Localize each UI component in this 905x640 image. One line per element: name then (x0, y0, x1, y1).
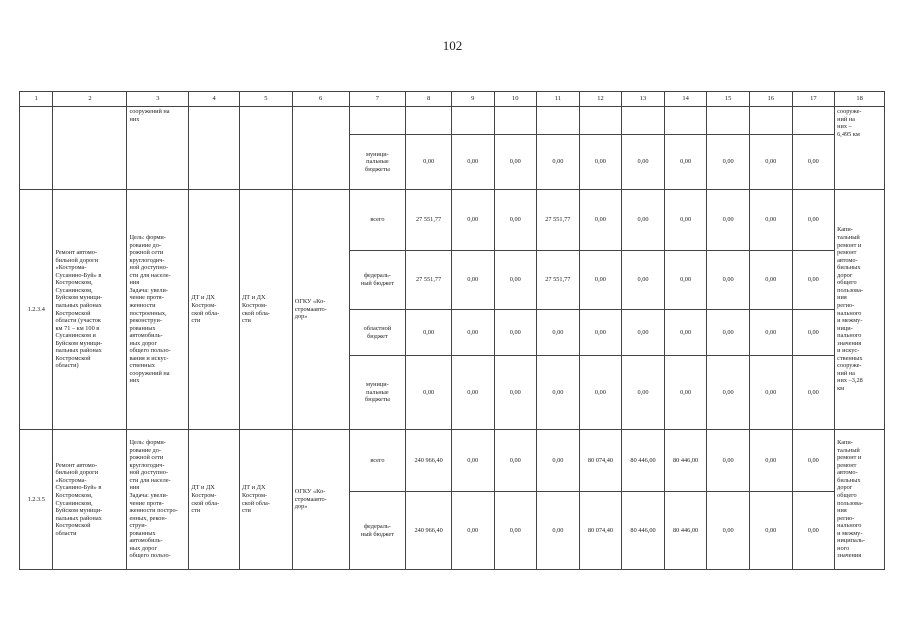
goal-cell: Цель: форми- рование до- рожной сети круглогодич- ной доступно- сти для населе- ния Задача: увели- чение протя- женности постро- енных, рекон- струи- рованных автомобиль- ных дорог общего пользо- (127, 430, 189, 570)
header-cell: 4 (189, 92, 240, 107)
value-cell: 0,00 (792, 492, 835, 570)
result-cell: Капи- тальный ремонт и ремонт автомо- бильных дорог общего пользова- ния регио- нального и межму- ниципаль- ного значения (835, 430, 885, 570)
result-cell: Капи- тальный ремонт и ремонт автомо- бильных дорог общего пользова- ния регио- нального и межму- ници- пального значения и искус- ственных сооруже- ний на них –3,28 км (835, 190, 885, 430)
value-cell: 27 551,77 (537, 251, 580, 310)
value-cell: 27 551,77 (406, 190, 452, 251)
value-cell: 0,00 (707, 492, 750, 570)
value-cell: 80 446,00 (622, 492, 665, 570)
header-cell: 16 (749, 92, 792, 107)
name-cell: Ремонт автомо- бильной дороги «Кострома- Сусанино-Буй» в Костромском, Сусанинском, Буйском муници- пальных районах Костромской области (53, 430, 127, 570)
value-cell: 0,00 (579, 310, 622, 356)
value-cell: 0,00 (622, 310, 665, 356)
executor-cell: ДТ и ДХ Костром- ской обла- сти (189, 430, 240, 570)
result-cell: сооруже- ний на них – 6,495 км (835, 107, 885, 190)
funding-source: муници- пальные бюджеты (349, 356, 406, 430)
value-cell: 0,00 (537, 492, 580, 570)
funding-source: областной бюджет (349, 310, 406, 356)
value-cell: 0,00 (749, 135, 792, 190)
value-cell: 0,00 (622, 135, 665, 190)
goal-cell: сооружений на них (127, 107, 189, 190)
value-cell: 0,00 (664, 190, 707, 251)
page-number: 102 (442, 38, 463, 53)
funding-source: федераль- ный бюджет (349, 251, 406, 310)
blank-cell (707, 107, 750, 135)
value-cell: 0,00 (406, 310, 452, 356)
header-cell: 10 (494, 92, 537, 107)
header-cell: 7 (349, 92, 406, 107)
participant-cell: ОГКУ «Ко- стромаавто- дор» (292, 430, 349, 570)
value-cell: 0,00 (792, 135, 835, 190)
funding-source: муници- пальные бюджеты (349, 135, 406, 190)
value-cell: 0,00 (707, 190, 750, 251)
value-cell: 0,00 (451, 251, 494, 310)
value-cell: 0,00 (579, 135, 622, 190)
value-cell: 0,00 (622, 190, 665, 251)
funding-source: всего (349, 190, 406, 251)
value-cell: 80 074,40 (579, 430, 622, 492)
value-cell: 0,00 (406, 135, 452, 190)
funding-source: федераль- ный бюджет (349, 492, 406, 570)
code-cell: 1.2.3.4 (20, 190, 53, 430)
value-cell: 0,00 (494, 430, 537, 492)
blank-cell (537, 107, 580, 135)
table-row (20, 107, 885, 135)
header-cell: 18 (835, 92, 885, 107)
code-cell: 1.2.3.5 (20, 430, 53, 570)
coexecutor-cell: ДТ и ДХ Костром- ской обла- сти (240, 190, 293, 430)
value-cell: 80 446,00 (664, 430, 707, 492)
value-cell: 0,00 (494, 492, 537, 570)
value-cell: 0,00 (494, 356, 537, 430)
value-cell: 0,00 (537, 135, 580, 190)
value-cell: 0,00 (622, 356, 665, 430)
value-cell: 0,00 (579, 356, 622, 430)
value-cell: 0,00 (537, 430, 580, 492)
value-cell: 0,00 (451, 492, 494, 570)
value-cell: 0,00 (579, 190, 622, 251)
header-row (20, 92, 885, 107)
value-cell: 0,00 (792, 251, 835, 310)
executor-cell: ДТ и ДХ Костром- ской обла- сти (189, 190, 240, 430)
value-cell: 0,00 (579, 251, 622, 310)
header-cell: 11 (537, 92, 580, 107)
value-cell: 80 446,00 (664, 492, 707, 570)
header-cell: 13 (622, 92, 665, 107)
value-cell: 0,00 (749, 356, 792, 430)
value-cell: 0,00 (494, 251, 537, 310)
value-cell: 0,00 (451, 430, 494, 492)
code-cell (20, 107, 53, 190)
funding-source: всего (349, 430, 406, 492)
value-cell: 0,00 (792, 310, 835, 356)
value-cell: 0,00 (494, 310, 537, 356)
blank-cell (406, 107, 452, 135)
header-cell: 12 (579, 92, 622, 107)
value-cell: 0,00 (749, 492, 792, 570)
header-cell: 2 (53, 92, 127, 107)
value-cell: 240 966,40 (406, 430, 452, 492)
blank-cell (494, 107, 537, 135)
value-cell: 0,00 (451, 190, 494, 251)
value-cell: 0,00 (707, 356, 750, 430)
header-cell: 1 (20, 92, 53, 107)
value-cell: 0,00 (749, 430, 792, 492)
blank-cell (749, 107, 792, 135)
header-cell: 5 (240, 92, 293, 107)
value-cell: 0,00 (792, 356, 835, 430)
value-cell: 0,00 (537, 356, 580, 430)
header-cell: 17 (792, 92, 835, 107)
value-cell: 0,00 (622, 251, 665, 310)
value-cell: 0,00 (792, 190, 835, 251)
value-cell: 0,00 (664, 135, 707, 190)
blank-cell (622, 107, 665, 135)
value-cell: 0,00 (537, 310, 580, 356)
value-cell: 80 074,40 (579, 492, 622, 570)
value-cell: 0,00 (451, 135, 494, 190)
value-cell: 0,00 (707, 135, 750, 190)
value-cell: 0,00 (451, 356, 494, 430)
value-cell: 0,00 (494, 135, 537, 190)
value-cell: 27 551,77 (406, 251, 452, 310)
name-cell: Ремонт автомо- бильной дороги «Кострома- Сусанино-Буй» в Костромском, Сусанинском, Буйском муници- пальных районах Костромской области (участок км 71 – км 100 в Сусанинском и Буйском муници- пальных районах Костромской области) (53, 190, 127, 430)
header-cell: 3 (127, 92, 189, 107)
value-cell: 0,00 (406, 356, 452, 430)
value-cell: 0,00 (707, 251, 750, 310)
blank-cell (349, 107, 406, 135)
program-table (19, 91, 885, 570)
coexecutor-cell (240, 107, 293, 190)
participant-cell (292, 107, 349, 190)
blank-cell (579, 107, 622, 135)
value-cell: 0,00 (664, 251, 707, 310)
value-cell: 0,00 (664, 310, 707, 356)
value-cell: 0,00 (494, 190, 537, 251)
value-cell: 0,00 (792, 430, 835, 492)
goal-cell: Цель: форми- рование до- рожной сети круглогодич- ной доступно- сти для населе- ния Задача: увели- чение протя- женности построенных, реконструи- рованных автомобиль- ных дорог общего пользо- вания и искус- ственных сооружений на них (127, 190, 189, 430)
coexecutor-cell: ДТ и ДХ Костром- ской обла- сти (240, 430, 293, 570)
header-cell: 14 (664, 92, 707, 107)
header-cell: 8 (406, 92, 452, 107)
participant-cell: ОГКУ «Ко- стромаавто- дор» (292, 190, 349, 430)
value-cell: 0,00 (749, 190, 792, 251)
value-cell: 0,00 (707, 430, 750, 492)
value-cell: 80 446,00 (622, 430, 665, 492)
header-cell: 6 (292, 92, 349, 107)
value-cell: 0,00 (451, 310, 494, 356)
table-row (20, 190, 885, 251)
table-row (20, 430, 885, 492)
value-cell: 0,00 (707, 310, 750, 356)
blank-cell (792, 107, 835, 135)
header-cell: 15 (707, 92, 750, 107)
blank-cell (451, 107, 494, 135)
value-cell: 240 966,40 (406, 492, 452, 570)
name-cell (53, 107, 127, 190)
blank-cell (664, 107, 707, 135)
value-cell: 0,00 (749, 251, 792, 310)
value-cell: 0,00 (749, 310, 792, 356)
value-cell: 0,00 (664, 356, 707, 430)
value-cell: 27 551,77 (537, 190, 580, 251)
header-cell: 9 (451, 92, 494, 107)
executor-cell (189, 107, 240, 190)
